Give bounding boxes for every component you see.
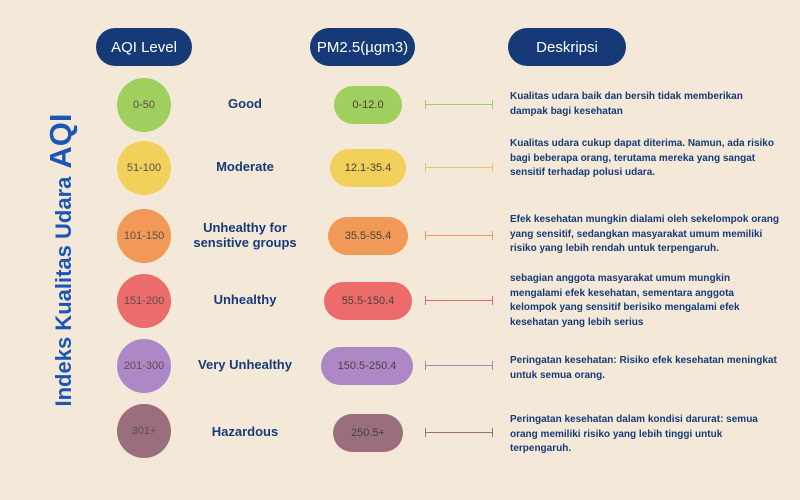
aqi-range-circle [117,78,171,132]
aqi-row-hazardous [0,396,800,466]
aqi-level-label: Good [228,96,262,111]
aqi-range-circle [117,274,171,328]
aqi-range-circle [117,141,171,195]
aqi-range-label: 101-150 [123,230,165,242]
header-pm25 [310,28,415,66]
aqi-range-circle [117,209,171,263]
header-deskripsi-label: Deskripsi [536,38,598,56]
connector-line [425,365,493,366]
aqi-description: Kualitas udara cukup dapat diterima. Namun, ada risiko bagi beberapa orang, terutama mereka yang sangat sensitif terhadap polusi udara. [510,138,774,178]
aqi-row-unhealthy-sensitive [0,201,800,271]
pm25-label: 35.5-55.4 [344,230,392,242]
header-aqi-level-label: AQI Level [111,38,177,56]
header-deskripsi [508,28,626,66]
aqi-range-label: 0-50 [132,99,156,111]
aqi-range-label: 51-100 [126,162,162,174]
aqi-row-good [0,70,800,140]
connector-line [425,167,493,168]
connector-line [425,235,493,236]
aqi-range-label: 301+ [131,425,157,437]
aqi-range-circle [117,404,171,458]
aqi-level-label: Unhealthy for sensitive groups [193,220,297,250]
pm25-label: 12.1-35.4 [344,162,392,174]
aqi-description: sebagian anggota masyarakat umum mungkin mengalami efek kesehatan, sementara anggota kelompok yang sensitif berisiko mengalami efek kesehatan yang lebih serius [510,273,740,328]
connector-line [425,432,493,433]
aqi-range-label: 151-200 [123,295,165,307]
aqi-range-label: 201-300 [123,360,165,372]
pm25-pill [333,414,403,452]
aqi-range-circle [117,339,171,393]
side-title-accent: AQI [43,113,78,169]
aqi-level-label: Hazardous [211,424,279,439]
pm25-pill [324,282,412,320]
pm25-label: 250.5+ [351,427,385,439]
pm25-pill [330,149,406,187]
pm25-pill [328,217,408,255]
aqi-row-very-unhealthy [0,331,800,401]
header-aqi-level [96,28,192,66]
pm25-label: 150.5-250.4 [337,360,397,372]
aqi-level-label: Very Unhealthy [198,357,292,372]
pm25-pill [334,86,402,124]
side-title-main: Indeks Kualitas Udara [51,176,76,407]
aqi-row-unhealthy [0,266,800,336]
aqi-description: Efek kesehatan mungkin dialami oleh sekelompok orang yang sensitif, sedangkan masyarakat umum memiliki risiko yang lebih rendah untuk terpengaruh. [510,214,779,254]
connector-line [425,104,493,105]
aqi-level-label: Moderate [216,159,274,174]
connector-line [425,300,493,301]
aqi-level-label: Unhealthy [213,292,277,307]
aqi-description: Kualitas udara baik dan bersih tidak memberikan dampak bagi kesehatan [510,91,743,117]
aqi-description: Peringatan kesehatan dalam kondisi darurat: semua orang memiliki risiko yang lebih tinggi untuk terpengaruh. [510,414,758,454]
aqi-description: Peringatan kesehatan: Risiko efek kesehatan meningkat untuk semua orang. [510,355,777,381]
pm25-label: 55.5-150.4 [341,295,395,307]
aqi-row-moderate [0,133,800,203]
header-pm25-label: PM2.5(µgm3) [316,38,409,56]
pm25-pill [321,347,413,385]
pm25-label: 0-12.0 [352,99,384,111]
